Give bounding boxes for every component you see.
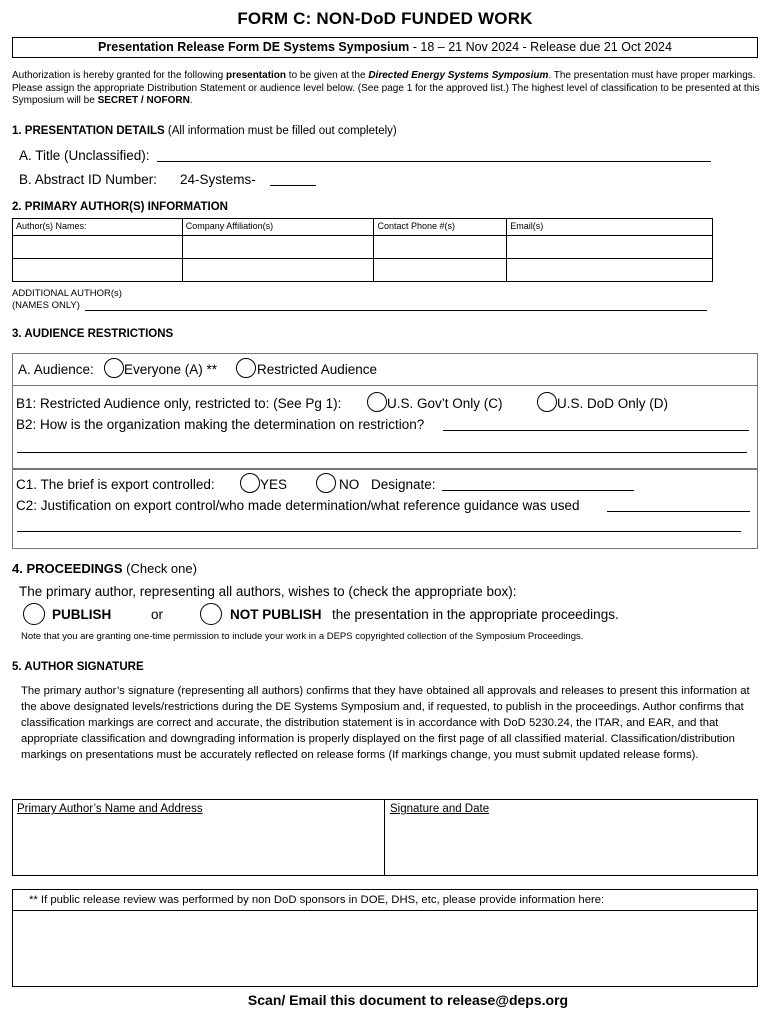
or-label: or	[151, 607, 164, 622]
section1-heading	[12, 125, 397, 137]
radio-us-dod[interactable]	[537, 392, 557, 412]
public-review-label: ** If public release review was performed by non DoD sponsors in DOE, DHS, etc, please provide information here:	[29, 894, 605, 906]
footer-instructions: Scan/ Email this document to release@deps.org	[247, 992, 569, 1008]
additional-authors-label	[12, 288, 122, 312]
author-company-cell[interactable]	[182, 259, 374, 282]
radio-us-gov[interactable]	[367, 392, 387, 412]
subtitle-rest: - 18 – 21 Nov 2024 - Release due 21 Oct 2024	[409, 40, 672, 54]
abstract-value: 24-Systems-	[180, 172, 256, 187]
intro-text-3: . The presentation must have proper markings. Please assign the appropriate Distribution Statement or audience level below. (See page 1 for the approved list.) The highest level of classification to be presented at this Symposium will be	[12, 70, 760, 106]
section1-heading-text: 1. PRESENTATION DETAILS	[12, 125, 165, 137]
author-name-cell[interactable]	[13, 236, 183, 259]
b2-label: B2: How is the organization making the determination on restriction?	[16, 417, 425, 432]
intro-classification: SECRET / NOFORN	[97, 95, 190, 106]
intro-bold-1: presentation	[226, 70, 287, 81]
title-row	[19, 148, 150, 163]
title-label: A. Title (Unclassified):	[19, 148, 150, 163]
section4-heading	[12, 561, 197, 576]
intro-text-2: to be given at the	[286, 70, 369, 81]
abstract-label: B. Abstract ID Number:	[19, 172, 158, 187]
public-review-input[interactable]	[13, 911, 757, 986]
section2-heading: 2. PRIMARY AUTHOR(S) INFORMATION	[12, 201, 228, 213]
c2-input-line[interactable]	[607, 511, 750, 512]
radio-everyone[interactable]	[104, 358, 124, 378]
radio-publish[interactable]	[23, 603, 45, 625]
abstract-row	[19, 172, 157, 187]
intro-text-1: Authorization is hereby granted for the following	[12, 70, 227, 81]
not-publish-label: NOT PUBLISH	[230, 607, 322, 622]
b2-input-line[interactable]	[443, 430, 749, 431]
additional-authors-label-2: (NAMES ONLY)	[12, 300, 80, 311]
author-name-address-field[interactable]	[13, 820, 383, 875]
section1-heading-note: (All information must be filled out completely)	[164, 125, 397, 137]
c2-input-line-2[interactable]	[17, 531, 741, 532]
col-header-phone: Contact Phone #(s)	[374, 219, 507, 236]
form-subtitle-box	[12, 37, 758, 58]
proceedings-note: Note that you are granting one-time permission to include your work in a DEPS copyrighted collection of the Symposium Proceedings.	[21, 631, 584, 642]
intro-text-4: .	[189, 95, 193, 106]
author-company-cell[interactable]	[182, 236, 374, 259]
proceedings-line: The primary author, representing all authors, wishes to (check the appropriate box):	[19, 584, 517, 599]
additional-authors-input-line[interactable]	[85, 310, 707, 311]
authors-row	[13, 259, 713, 282]
audience-divider	[12, 385, 758, 386]
col-header-company: Company Affiliation(s)	[182, 219, 374, 236]
intro-paragraph	[12, 70, 762, 108]
radio-restricted[interactable]	[236, 358, 256, 378]
b1-label: B1: Restricted Audience only, restricted to: (See Pg 1):	[16, 396, 342, 411]
section4-heading-text: 4. PROCEEDINGS	[12, 561, 123, 576]
form-title: FORM C: NON-DoD FUNDED WORK	[237, 9, 533, 28]
designate-input-line[interactable]	[442, 490, 634, 491]
additional-authors-label-1: ADDITIONAL AUTHOR(s)	[12, 288, 122, 299]
c1-label: C1. The brief is export controlled:	[16, 477, 215, 492]
c2-label: C2: Justification on export control/who made determination/what reference guidance was used	[16, 498, 580, 513]
authors-header-row	[13, 219, 713, 236]
radio-not-publish[interactable]	[200, 603, 222, 625]
radio-restricted-label: Restricted Audience	[257, 362, 378, 377]
col-header-email: Email(s)	[507, 219, 713, 236]
author-phone-cell[interactable]	[374, 236, 507, 259]
signature-paragraph: The primary author’s signature (representing all authors) confirms that they have obtained all approvals and releases to present this information at the above designated levels/restrictions during the DE Systems Symposium and, if requested, to publish in the proceedings. Author confirms that classification markings are correct and accurate, the distribution statement is in accordance with DoD 5230.24, the ITAR, and EAR, and that appropriate classification and downgrading information is properly displayed on the first page of all classified material. Classification/distribution markings on presentations must be accurately reflected on release forms (If markings change, you must submit updated release forms).	[21, 685, 750, 761]
publish-rest: the presentation in the appropriate proceedings.	[332, 607, 619, 622]
signature-date-field[interactable]	[385, 820, 757, 875]
intro-symposium-name: Directed Energy Systems Symposium	[368, 70, 549, 81]
radio-export-no[interactable]	[316, 473, 336, 493]
authors-table	[12, 218, 713, 282]
author-email-cell[interactable]	[507, 259, 713, 282]
designate-label: Designate:	[371, 477, 436, 492]
abstract-id-input-line[interactable]	[270, 172, 316, 186]
radio-everyone-label: Everyone (A) **	[124, 362, 218, 377]
publish-label: PUBLISH	[52, 607, 112, 622]
section4-heading-note: (Check one)	[122, 561, 197, 576]
radio-us-gov-label: U.S. Gov’t Only (C)	[387, 396, 503, 411]
title-input-line[interactable]	[157, 148, 711, 162]
radio-export-yes[interactable]	[240, 473, 260, 493]
radio-us-dod-label: U.S. DoD Only (D)	[557, 396, 669, 411]
section5-heading: 5. AUTHOR SIGNATURE	[12, 661, 144, 673]
signature-date-label: Signature and Date	[390, 803, 490, 815]
section3-heading: 3. AUDIENCE RESTRICTIONS	[12, 328, 174, 340]
col-header-names: Author(s) Names:	[13, 219, 183, 236]
radio-export-yes-label: YES	[260, 477, 288, 492]
author-phone-cell[interactable]	[374, 259, 507, 282]
b2-input-line-2[interactable]	[17, 452, 747, 453]
subtitle-bold: Presentation Release Form DE Systems Symposium	[98, 40, 410, 54]
author-email-cell[interactable]	[507, 236, 713, 259]
radio-export-no-label: NO	[339, 477, 360, 492]
author-name-cell[interactable]	[13, 259, 183, 282]
audience-label: A. Audience:	[18, 362, 94, 377]
author-name-address-label: Primary Author’s Name and Address	[17, 803, 203, 815]
authors-row	[13, 236, 713, 259]
